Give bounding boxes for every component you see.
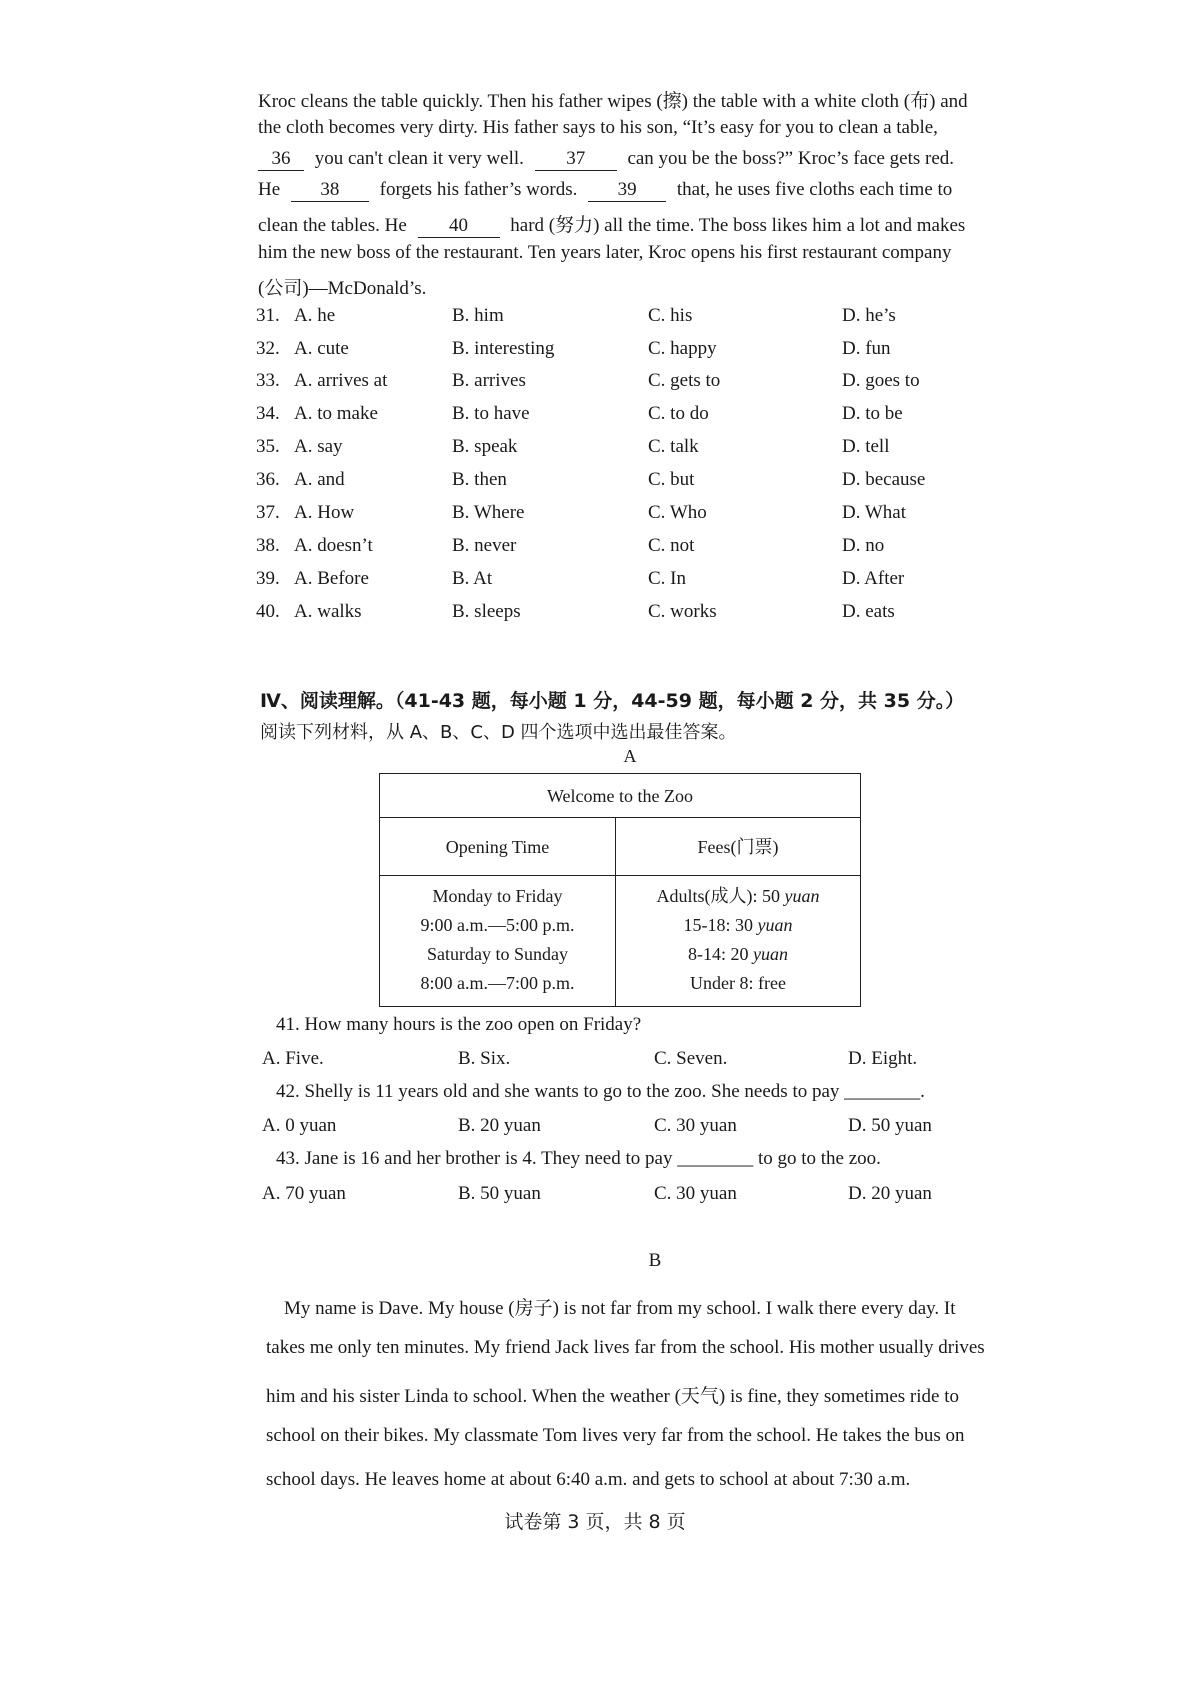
question-42: 42. Shelly is 11 years old and she wants to go to the zoo. She needs to pay ________. — [276, 1081, 925, 1102]
question-number: 38. — [256, 535, 280, 556]
question-43: 43. Jane is 16 and her brother is 4. They need to pay ________ to go to the zoo. — [276, 1148, 881, 1169]
choice-d: D. Eight. — [848, 1048, 918, 1069]
option-b: B. speak — [452, 436, 518, 457]
passage-line-2: the cloth becomes very dirty. His father says to his son, “It’s easy for you to clean a table, — [258, 117, 938, 138]
time-line: 8:00 a.m.—7:00 p.m. — [420, 973, 575, 993]
table-body-row — [380, 876, 860, 1006]
passage-line-4 — [258, 179, 952, 202]
choice-a: A. 0 yuan — [262, 1115, 337, 1136]
table-header-row — [380, 818, 860, 876]
option-a: A. walks — [294, 601, 362, 622]
passage-text: He — [258, 179, 281, 200]
blank-40: 40 — [418, 215, 500, 238]
option-d: D. After — [842, 568, 905, 589]
passage-text: clean the tables. He — [258, 215, 407, 236]
option-row-34 — [256, 403, 976, 431]
option-d: D. tell — [842, 436, 890, 457]
passage-b-line-5: school days. He leaves home at about 6:40 a.m. and gets to school at about 7:30 a.m. — [266, 1469, 911, 1490]
page-footer: 试卷第 3 页，共 8 页 — [504, 1511, 686, 1533]
fee-line: Under 8: free — [690, 973, 786, 993]
option-c: C. talk — [648, 436, 699, 457]
blank-39: 39 — [588, 179, 666, 202]
option-d: D. What — [842, 502, 907, 523]
option-d: D. he’s — [842, 305, 896, 326]
passage-text: hard (努力) all the time. The boss likes him a lot and makes — [510, 215, 966, 236]
fee-line: 15-18: 30 yuan — [683, 915, 793, 935]
passage-text: can you be the boss?” Kroc’s face gets red. — [627, 148, 954, 169]
blank-37: 37 — [535, 148, 617, 171]
option-row-33 — [256, 370, 976, 398]
option-c: C. not — [648, 535, 695, 556]
choice-a: A. 70 yuan — [262, 1183, 346, 1204]
question-number: 32. — [256, 338, 280, 359]
time-line: 9:00 a.m.—5:00 p.m. — [420, 915, 575, 935]
option-c: C. In — [648, 568, 686, 589]
option-row-31 — [256, 305, 976, 333]
question-number: 36. — [256, 469, 280, 490]
passage-b-line-3: him and his sister Linda to school. When the weather (天气) is fine, they sometimes ride to — [266, 1386, 959, 1407]
option-row-32 — [256, 338, 976, 366]
choice-a: A. Five. — [262, 1048, 324, 1069]
option-b: B. interesting — [452, 338, 555, 359]
option-b: B. to have — [452, 403, 530, 424]
option-c: C. to do — [648, 403, 709, 424]
choice-c: C. 30 yuan — [654, 1183, 737, 1204]
option-c: C. works — [648, 601, 717, 622]
passage-b-line-1: My name is Dave. My house (房子) is not far from my school. I walk there every day. It — [284, 1298, 956, 1319]
passage-b-line-2: takes me only ten minutes. My friend Jack lives far from the school. His mother usually drives — [266, 1337, 985, 1358]
option-a: A. Before — [294, 568, 369, 589]
choice-d: D. 50 yuan — [848, 1115, 932, 1136]
time-line: Saturday to Sunday — [427, 944, 568, 964]
choice-b: B. Six. — [458, 1048, 511, 1069]
option-c: C. but — [648, 469, 695, 490]
choice-b: B. 20 yuan — [458, 1115, 541, 1136]
option-a: A. say — [294, 436, 343, 457]
choice-d: D. 20 yuan — [848, 1183, 932, 1204]
option-d: D. eats — [842, 601, 895, 622]
option-d: D. goes to — [842, 370, 920, 391]
choices-42 — [262, 1115, 982, 1143]
choices-43 — [262, 1183, 982, 1211]
passage-text: that, he uses five cloths each time to — [676, 179, 953, 200]
question-number: 37. — [256, 502, 280, 523]
question-number: 31. — [256, 305, 280, 326]
option-row-37 — [256, 502, 976, 530]
option-a: A. doesn’t — [294, 535, 373, 556]
option-d: D. fun — [842, 338, 891, 359]
blank-38: 38 — [291, 179, 369, 202]
question-number: 40. — [256, 601, 280, 622]
option-a: A. and — [294, 469, 345, 490]
section-instructions: 阅读下列材料，从 A、B、C、D 四个选项中选出最佳答案。 — [260, 722, 737, 743]
opening-time-header: Opening Time — [380, 818, 616, 875]
time-line: Monday to Friday — [432, 886, 563, 906]
option-row-40 — [256, 601, 976, 629]
option-c: C. happy — [648, 338, 717, 359]
option-row-39 — [256, 568, 976, 596]
opening-times-cell — [380, 876, 616, 1006]
passage-line-3 — [258, 148, 954, 171]
question-number: 34. — [256, 403, 280, 424]
passage-text: forgets his father’s words. — [379, 179, 578, 200]
option-b: B. Where — [452, 502, 525, 523]
fees-header: Fees(门票) — [697, 837, 779, 857]
option-row-38 — [256, 535, 976, 563]
passage-line-7: (公司)—McDonald’s. — [258, 278, 427, 299]
option-b: B. never — [452, 535, 517, 556]
table-title: Welcome to the Zoo — [380, 774, 860, 818]
option-row-35 — [256, 436, 976, 464]
fee-line: 8-14: 20 yuan — [688, 944, 788, 964]
option-d: D. because — [842, 469, 926, 490]
choice-c: C. Seven. — [654, 1048, 728, 1069]
zoo-info-table — [379, 773, 861, 1007]
option-c: C. gets to — [648, 370, 721, 391]
passage-text: you can't clean it very well. — [314, 148, 524, 169]
option-a: A. cute — [294, 338, 349, 359]
passage-b-line-4: school on their bikes. My classmate Tom lives very far from the school. He takes the bus on — [266, 1425, 965, 1446]
option-row-36 — [256, 469, 976, 497]
option-b: B. then — [452, 469, 507, 490]
option-d: D. to be — [842, 403, 903, 424]
option-a: A. to make — [294, 403, 378, 424]
option-b: B. him — [452, 305, 504, 326]
passage-line-1: Kroc cleans the table quickly. Then his father wipes (擦) the table with a white cloth (布) and — [258, 91, 968, 112]
question-41: 41. How many hours is the zoo open on Friday? — [276, 1014, 642, 1035]
choice-c: C. 30 yuan — [654, 1115, 737, 1136]
option-c: C. Who — [648, 502, 707, 523]
option-a: A. he — [294, 305, 336, 326]
passage-label-a: A — [623, 746, 637, 766]
question-number: 39. — [256, 568, 280, 589]
fee-line: Adults(成人): 50 yuan — [656, 886, 820, 906]
choices-41 — [262, 1048, 982, 1076]
option-d: D. no — [842, 535, 885, 556]
passage-line-5 — [258, 210, 965, 238]
option-b: B. At — [452, 568, 493, 589]
choice-b: B. 50 yuan — [458, 1183, 541, 1204]
option-a: A. arrives at — [294, 370, 388, 391]
question-number: 35. — [256, 436, 280, 457]
section-title: Ⅳ、阅读理解。（41-43 题，每小题 1 分，44-59 题，每小题 2 分，共 35 分。） — [260, 690, 965, 712]
blank-36: 36 — [258, 148, 304, 171]
option-a: A. How — [294, 502, 355, 523]
option-b: B. arrives — [452, 370, 526, 391]
option-b: B. sleeps — [452, 601, 521, 622]
fees-cell — [616, 876, 860, 1006]
option-c: C. his — [648, 305, 693, 326]
passage-label-b: B — [648, 1250, 662, 1271]
question-number: 33. — [256, 370, 280, 391]
passage-line-6: him the new boss of the restaurant. Ten years later, Kroc opens his first restaurant company — [258, 242, 952, 263]
